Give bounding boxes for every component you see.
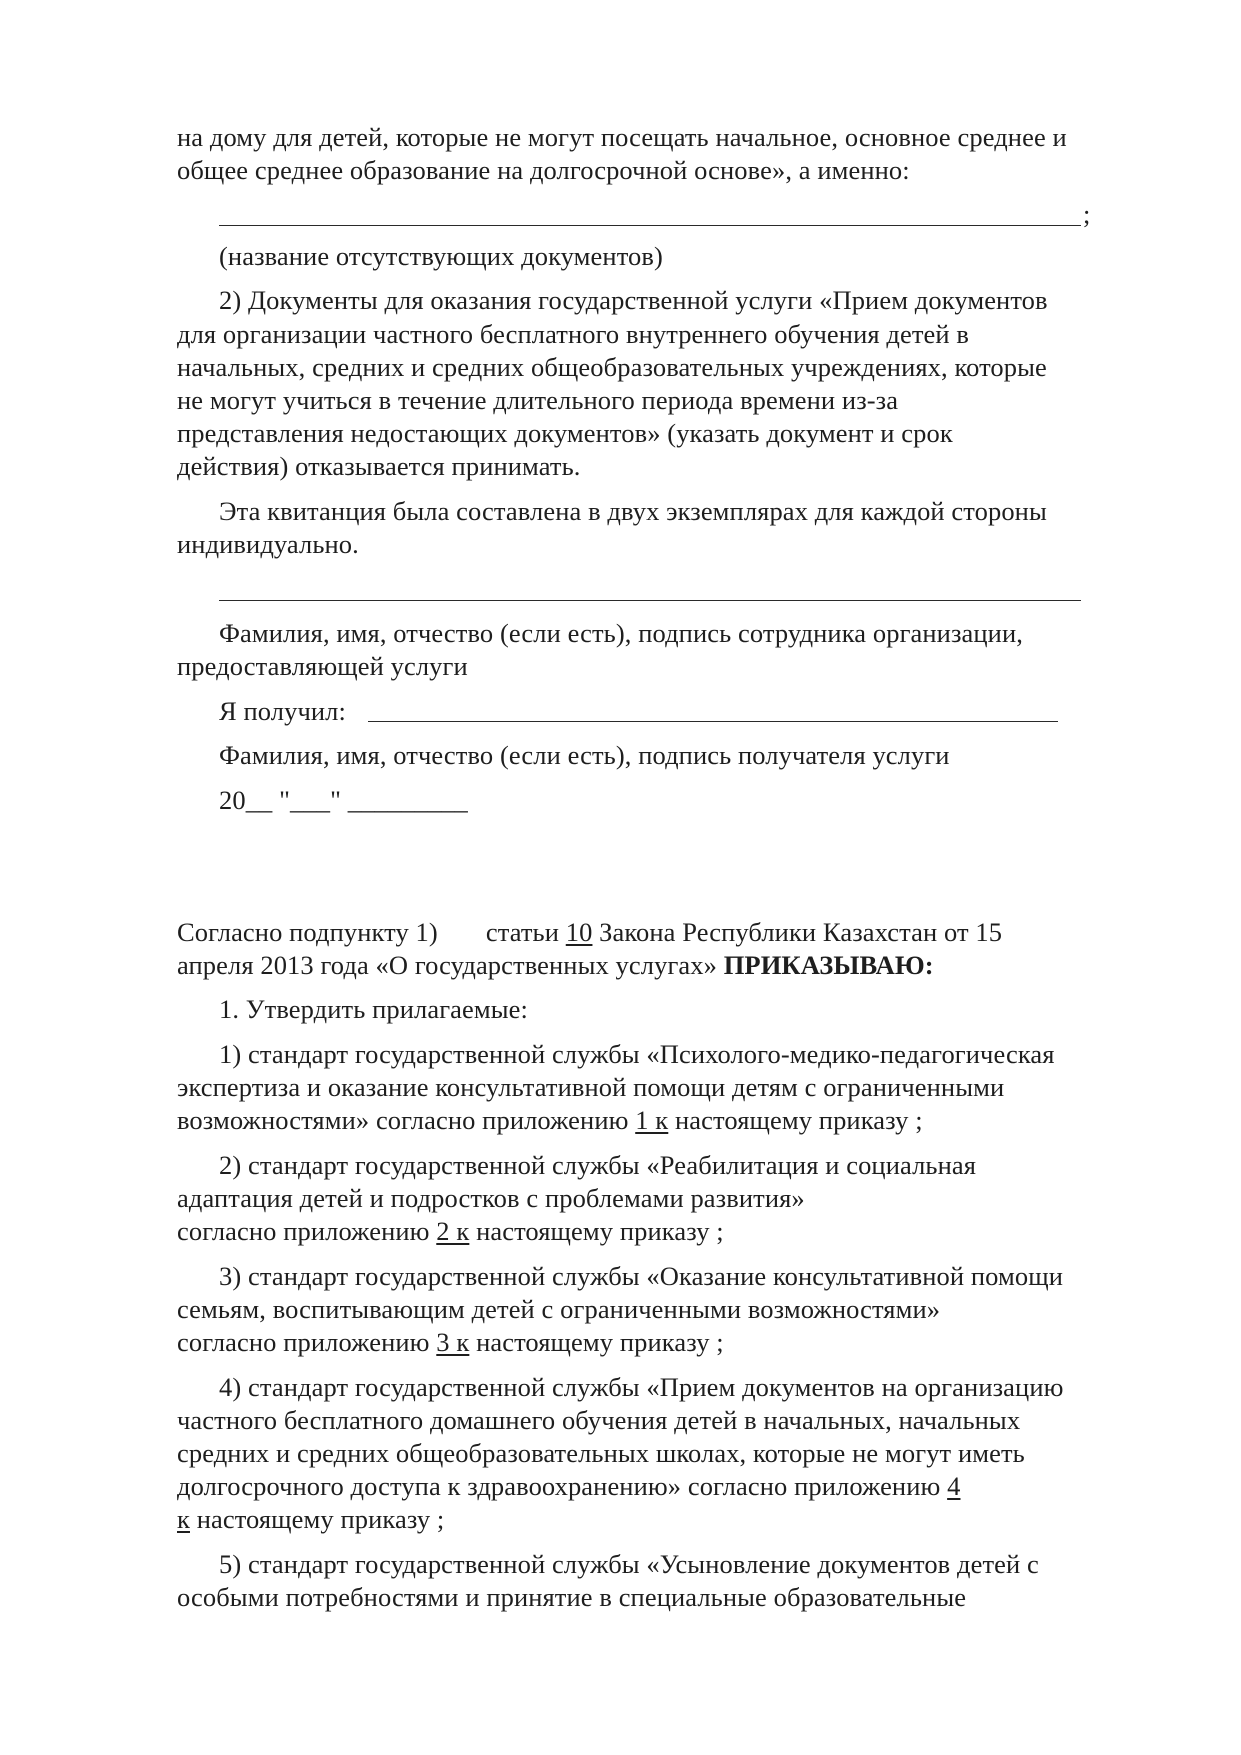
appendix-2-link[interactable]: 2 к	[436, 1216, 470, 1246]
standard-4-line: средних и средних общеобразовательных школах, которые не могут иметь	[177, 1438, 1025, 1468]
date-line: 20__ "___" _________	[219, 785, 468, 815]
standard-1-line	[177, 1105, 923, 1135]
standard-3-line	[177, 1327, 724, 1357]
appendix-4-link[interactable]: 4	[947, 1471, 961, 1501]
order-intro-part: статьи	[485, 917, 566, 947]
standard-5-line: 5) стандарт государственной службы «Усыновление документов детей с	[219, 1549, 1039, 1579]
standard-2-line	[177, 1216, 724, 1246]
order-intro-part: апреля 2013 года «О государственных услугах»	[177, 950, 724, 980]
standard-text: долгосрочного доступа к здравоохранению» согласно приложению	[177, 1471, 948, 1501]
standard-3-line: 3) стандарт государственной службы «Оказание консультативной помощи	[219, 1261, 1063, 1291]
employee-signature-line	[219, 600, 1081, 601]
standard-4-line	[177, 1504, 444, 1534]
item2-line: начальных, средних и средних общеобразовательных учреждениях, которые	[177, 352, 1047, 382]
appendix-3-link[interactable]: 3 к	[436, 1327, 470, 1357]
law-article-link[interactable]: 10	[565, 917, 593, 947]
standard-3-line: семьям, воспитывающим детей с ограниченными возможностями»	[177, 1294, 941, 1324]
intro-line: общее среднее образование на долгосрочной основе», а именно:	[177, 155, 910, 185]
standard-2-line: 2) стандарт государственной службы «Реабилитация и социальная	[219, 1150, 977, 1180]
received-label: Я получил:	[219, 696, 346, 726]
order-intro-part: Закона Республики Казахстан от 15	[592, 917, 1003, 947]
order-intro-line	[177, 917, 1002, 947]
standard-text: согласно приложению	[177, 1216, 437, 1246]
blank-line-end: ;	[1083, 199, 1091, 229]
standard-text: настоящему приказу ;	[469, 1327, 724, 1357]
order-intro-line	[177, 950, 934, 980]
standard-1-line: 1) стандарт государственной службы «Психолого-медико-педагогическая	[219, 1039, 1055, 1069]
appendix-4-link[interactable]: к	[177, 1504, 190, 1534]
recipient-signature-line	[368, 721, 1058, 722]
standard-text: возможностями» согласно приложению	[177, 1105, 636, 1135]
receipt-line: Эта квитанция была составлена в двух экземплярах для каждой стороны	[219, 496, 1047, 526]
item2-line: не могут учиться в течение длительного периода времени из-за	[177, 385, 899, 415]
standard-text: согласно приложению	[177, 1327, 437, 1357]
missing-docs-caption: (название отсутствующих документов)	[219, 241, 663, 271]
order-verb: ПРИКАЗЫВАЮ:	[723, 950, 934, 980]
item2-line: действия) отказывается принимать.	[177, 451, 581, 481]
standard-text: настоящему приказу ;	[668, 1105, 923, 1135]
recipient-signature-caption: Фамилия, имя, отчество (если есть), подпись получателя услуги	[219, 740, 950, 770]
standard-text: настоящему приказу ;	[189, 1504, 445, 1534]
standard-5-line: особыми потребностями и принятие в специальные образовательные	[177, 1582, 967, 1612]
employee-signature-caption: Фамилия, имя, отчество (если есть), подпись сотрудника организации,	[219, 618, 1023, 648]
standard-4-line	[177, 1471, 960, 1501]
missing-docs-blank-line	[219, 225, 1081, 226]
order-point-1: 1. Утвердить прилагаемые:	[219, 994, 529, 1024]
intro-line: на дому для детей, которые не могут посещать начальное, основное среднее и	[177, 122, 1067, 152]
employee-signature-caption: предоставляющей услуги	[177, 651, 468, 681]
receipt-line: индивидуально.	[177, 529, 359, 559]
appendix-1-link[interactable]: 1 к	[635, 1105, 669, 1135]
standard-1-line: экспертиза и оказание консультативной помощи детям с ограниченными	[177, 1072, 1005, 1102]
order-intro-part: Согласно подпункту 1)	[177, 917, 438, 947]
standard-4-line: частного бесплатного домашнего обучения детей в начальных, начальных	[177, 1405, 1021, 1435]
item2-line: для организации частного бесплатного внутреннего обучения детей в	[177, 319, 969, 349]
standard-text: настоящему приказу ;	[469, 1216, 724, 1246]
standard-2-line: адаптация детей и подростков с проблемами развития»	[177, 1183, 805, 1213]
item2-line: 2) Документы для оказания государственной услуги «Прием документов	[219, 285, 1048, 315]
standard-4-line: 4) стандарт государственной службы «Прием документов на организацию	[219, 1372, 1064, 1402]
item2-line: представления недостающих документов» (указать документ и срок	[177, 418, 953, 448]
